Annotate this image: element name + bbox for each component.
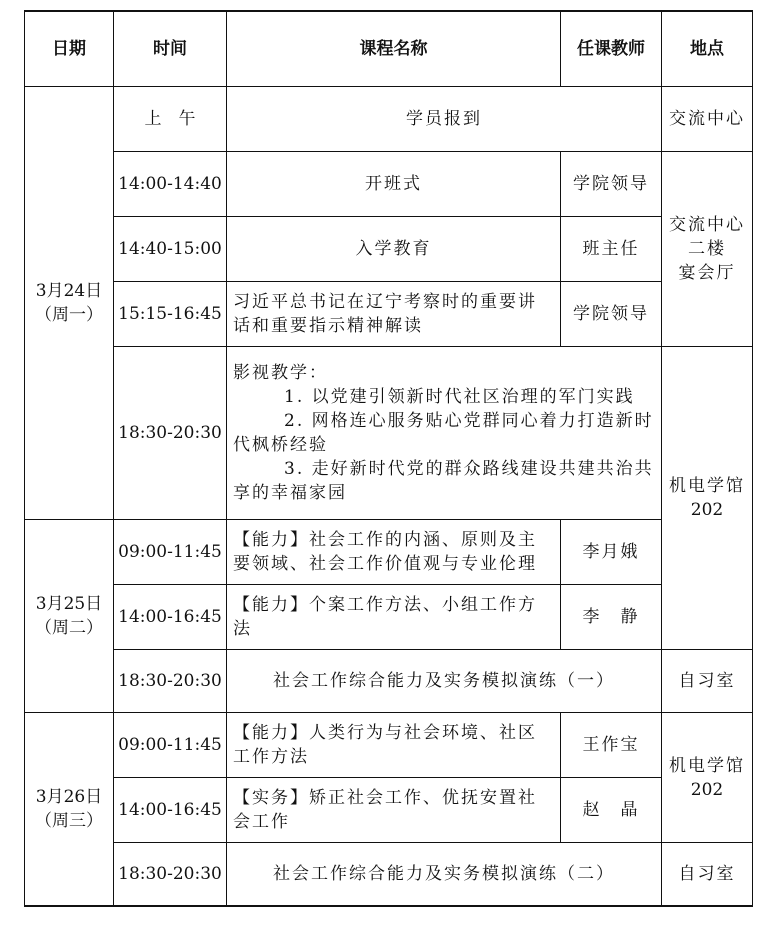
day-cell-2 [25, 520, 114, 713]
table-row [25, 217, 753, 282]
schedule-table [24, 10, 753, 907]
time-cell: 18:30-20:30 [114, 650, 227, 713]
location-line: 202 [690, 779, 724, 800]
location-line: 二楼 [688, 239, 726, 259]
film-title: 影视教学： [233, 363, 328, 383]
day-date: 3月24日 [35, 281, 103, 301]
course-cell: 入学教育 [227, 217, 561, 282]
table-row [25, 650, 753, 713]
day-date: 3月26日 [35, 787, 103, 807]
table-row [25, 347, 753, 520]
location-cell [662, 152, 753, 347]
course-cell: 【实务】矫正社会工作、优抚安置社会工作 [227, 778, 561, 843]
time-cell: 09:00-11:45 [114, 520, 227, 585]
time-cell: 上 午 [114, 87, 227, 152]
course-cell [227, 347, 662, 520]
teacher-cell: 王作宝 [561, 713, 662, 778]
table-row [25, 713, 753, 778]
teacher-cell: 学院领导 [561, 152, 662, 217]
table-row [25, 282, 753, 347]
day-cell-3 [25, 713, 114, 907]
location-cell: 自习室 [662, 650, 753, 713]
film-item: 3. 走好新时代党的群众路线建设共建共治共享的幸福家园 [233, 459, 654, 503]
header-teacher: 任课教师 [561, 11, 662, 87]
location-line: 宴会厅 [678, 263, 736, 283]
course-cell: 习近平总书记在辽宁考察时的重要讲话和重要指示精神解读 [227, 282, 561, 347]
film-item: 1. 以党建引领新时代社区治理的军门实践 [284, 387, 635, 407]
header-course: 课程名称 [227, 11, 561, 87]
location-line: 机电学馆 [669, 755, 745, 776]
film-item: 2. 网格连心服务贴心党群同心着力打造新时代枫桥经验 [233, 411, 654, 455]
time-cell: 15:15-16:45 [114, 282, 227, 347]
day-weekday: （周三） [35, 811, 103, 831]
header-time: 时间 [114, 11, 227, 87]
location-cell: 交流中心 [662, 87, 753, 152]
day-date: 3月25日 [35, 594, 103, 614]
teacher-cell: 赵 晶 [561, 778, 662, 843]
time-cell: 14:00-16:45 [114, 778, 227, 843]
time-cell: 14:40-15:00 [114, 217, 227, 282]
teacher-cell: 李 静 [561, 585, 662, 650]
table-row [25, 520, 753, 585]
schedule-table-wrapper [24, 10, 753, 907]
table-row [25, 778, 753, 843]
time-cell: 09:00-11:45 [114, 713, 227, 778]
header-location: 地点 [662, 11, 753, 87]
location-cell: 自习室 [662, 843, 753, 907]
location-line: 交流中心 [669, 215, 745, 235]
table-row [25, 87, 753, 152]
time-cell: 18:30-20:30 [114, 843, 227, 907]
day-weekday: （周二） [35, 618, 103, 638]
time-cell: 14:00-16:45 [114, 585, 227, 650]
course-cell: 开班式 [227, 152, 561, 217]
table-row [25, 843, 753, 907]
course-cell: 学员报到 [227, 87, 662, 152]
course-cell: 【能力】人类行为与社会环境、社区工作方法 [227, 713, 561, 778]
teacher-cell: 学院领导 [561, 282, 662, 347]
table-row [25, 152, 753, 217]
location-cell [662, 713, 753, 843]
location-line: 202 [690, 500, 724, 520]
table-row [25, 585, 753, 650]
teacher-cell: 班主任 [561, 217, 662, 282]
teacher-cell: 李月娥 [561, 520, 662, 585]
location-line: 机电学馆 [669, 476, 745, 496]
course-cell: 【能力】个案工作方法、小组工作方法 [227, 585, 561, 650]
day-cell-1 [25, 87, 114, 520]
course-cell: 【能力】社会工作的内涵、原则及主要领域、社会工作价值观与专业伦理 [227, 520, 561, 585]
header-date: 日期 [25, 11, 114, 87]
location-cell [662, 347, 753, 650]
course-cell: 社会工作综合能力及实务模拟演练（二） [227, 843, 662, 907]
time-cell: 18:30-20:30 [114, 347, 227, 520]
day-weekday: （周一） [35, 305, 103, 325]
time-cell: 14:00-14:40 [114, 152, 227, 217]
course-cell: 社会工作综合能力及实务模拟演练（一） [227, 650, 662, 713]
header-row [25, 11, 753, 87]
